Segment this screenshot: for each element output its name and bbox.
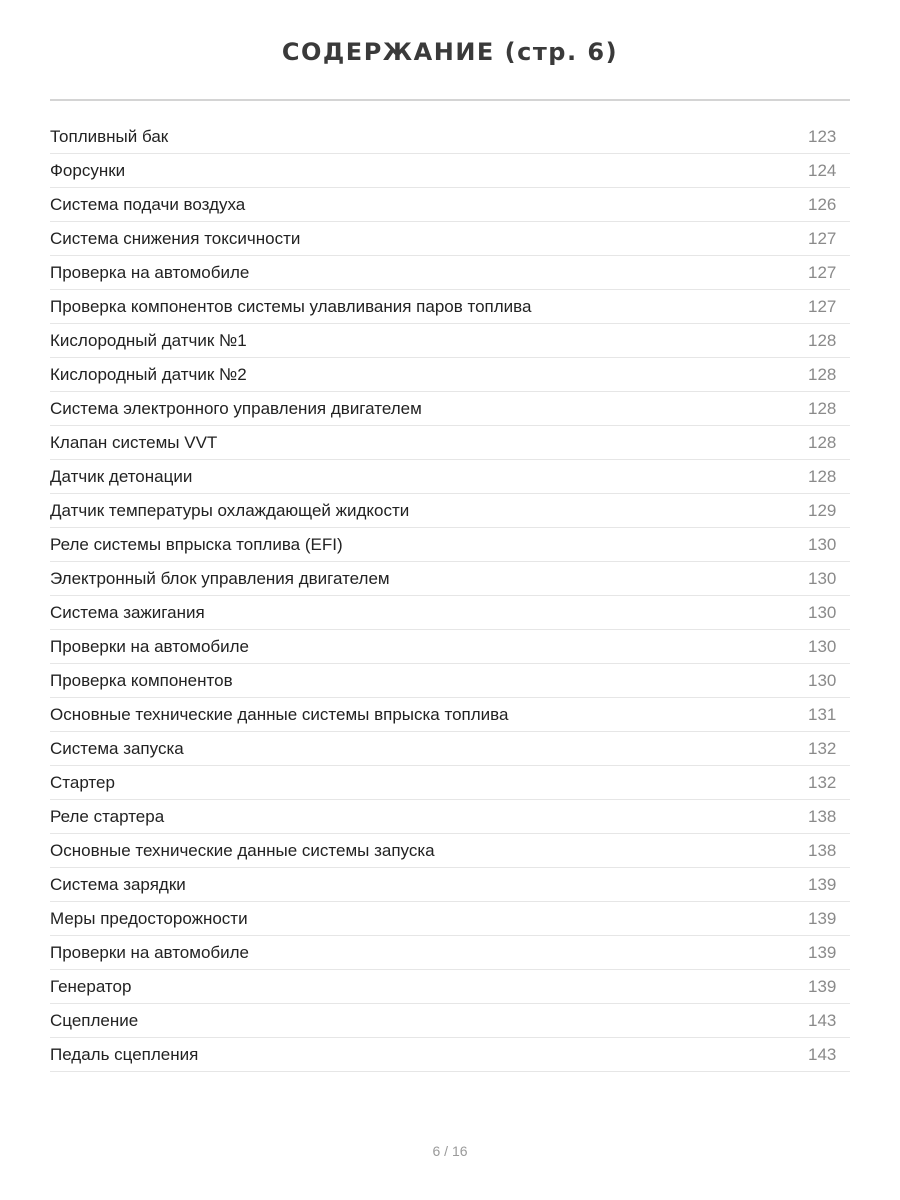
toc-entry[interactable] (50, 800, 850, 834)
toc-entry-title: Топливный бак (50, 126, 169, 146)
toc-entry[interactable] (50, 460, 850, 494)
toc-entry[interactable] (50, 936, 850, 970)
toc-entry-page: 139 (808, 942, 837, 962)
toc-entry-page: 128 (808, 364, 837, 384)
toc-entry[interactable] (50, 154, 850, 188)
toc-entry-title: Проверка компонентов системы улавливания паров топлива (50, 296, 532, 316)
toc-entry-page: 132 (808, 738, 837, 758)
toc-entry-page: 139 (808, 874, 837, 894)
toc-entry-title: Основные технические данные системы запуска (50, 840, 435, 860)
toc-entry-title: Реле стартера (50, 806, 165, 826)
toc-entry[interactable] (50, 392, 850, 426)
toc-entry-page: 129 (808, 500, 837, 520)
toc-entry[interactable] (50, 358, 850, 392)
toc-entry-title: Система запуска (50, 738, 184, 758)
toc-entry-page: 127 (808, 228, 837, 248)
page-number-footer: 6 / 16 (432, 1143, 468, 1159)
toc-entry[interactable] (50, 494, 850, 528)
toc-entry-title: Реле системы впрыска топлива (EFI) (50, 534, 343, 554)
toc-entry[interactable] (50, 902, 850, 936)
toc-entry[interactable] (50, 256, 850, 290)
toc-entry-page: 123 (808, 126, 837, 146)
toc-entry-title: Клапан системы VVT (50, 432, 218, 452)
toc-entry-title: Генератор (50, 976, 132, 996)
toc-entry-title: Датчик температуры охлаждающей жидкости (50, 500, 410, 520)
toc-entry[interactable] (50, 120, 850, 154)
toc-entry-title: Педаль сцепления (50, 1044, 199, 1064)
toc-entry[interactable] (50, 1038, 850, 1072)
toc-entry-page: 138 (808, 806, 837, 826)
toc-entry-page: 130 (808, 670, 837, 690)
toc-entry-title: Меры предосторожности (50, 908, 248, 928)
page-title: СОДЕРЖАНИЕ (стр. 6) (281, 38, 619, 66)
toc-entry-page: 128 (808, 466, 837, 486)
toc-entry-page: 143 (808, 1044, 837, 1064)
toc-entry-title: Электронный блок управления двигателем (50, 568, 390, 588)
toc-entry-page: 128 (808, 432, 837, 452)
toc-entry-page: 128 (808, 398, 837, 418)
title-divider (50, 99, 850, 101)
toc-entry-title: Стартер (50, 772, 115, 792)
toc-entry-title: Кислородный датчик №2 (50, 364, 247, 384)
table-of-contents (50, 120, 850, 1072)
toc-entry-page: 127 (808, 296, 837, 316)
toc-entry[interactable] (50, 834, 850, 868)
toc-entry[interactable] (50, 188, 850, 222)
toc-entry-title: Сцепление (50, 1010, 139, 1030)
toc-entry-page: 130 (808, 636, 837, 656)
toc-entry-title: Система подачи воздуха (50, 194, 246, 214)
toc-entry[interactable] (50, 290, 850, 324)
toc-entry[interactable] (50, 970, 850, 1004)
toc-entry-title: Проверки на автомобиле (50, 636, 250, 656)
toc-entry-page: 130 (808, 602, 837, 622)
toc-entry-page: 131 (808, 704, 837, 724)
toc-entry-title: Кислородный датчик №1 (50, 330, 247, 350)
toc-entry[interactable] (50, 596, 850, 630)
toc-entry[interactable] (50, 324, 850, 358)
toc-entry-title: Датчик детонации (50, 466, 193, 486)
toc-entry-page: 130 (808, 534, 837, 554)
toc-entry[interactable] (50, 222, 850, 256)
toc-entry-title: Проверка на автомобиле (50, 262, 250, 282)
toc-entry-title: Проверка компонентов (50, 670, 233, 690)
toc-entry-page: 127 (808, 262, 837, 282)
toc-entry[interactable] (50, 528, 850, 562)
toc-entry-title: Основные технические данные системы впрыска топлива (50, 704, 509, 724)
toc-entry-page: 138 (808, 840, 837, 860)
toc-entry[interactable] (50, 698, 850, 732)
toc-entry[interactable] (50, 426, 850, 460)
toc-entry-title: Система снижения токсичности (50, 228, 301, 248)
toc-entry[interactable] (50, 664, 850, 698)
toc-entry-page: 124 (808, 160, 837, 180)
toc-entry-page: 130 (808, 568, 837, 588)
toc-entry-title: Форсунки (50, 160, 126, 180)
toc-entry-title: Система зажигания (50, 602, 205, 622)
toc-entry-title: Система электронного управления двигателем (50, 398, 422, 418)
toc-entry-page: 139 (808, 908, 837, 928)
toc-entry-title: Система зарядки (50, 874, 186, 894)
toc-entry[interactable] (50, 562, 850, 596)
toc-entry-page: 139 (808, 976, 837, 996)
toc-entry-page: 143 (808, 1010, 837, 1030)
toc-entry[interactable] (50, 732, 850, 766)
toc-entry[interactable] (50, 630, 850, 664)
toc-entry-page: 132 (808, 772, 837, 792)
toc-entry-page: 128 (808, 330, 837, 350)
toc-entry-page: 126 (808, 194, 837, 214)
toc-entry[interactable] (50, 1004, 850, 1038)
toc-entry-title: Проверки на автомобиле (50, 942, 250, 962)
toc-entry[interactable] (50, 766, 850, 800)
toc-entry[interactable] (50, 868, 850, 902)
